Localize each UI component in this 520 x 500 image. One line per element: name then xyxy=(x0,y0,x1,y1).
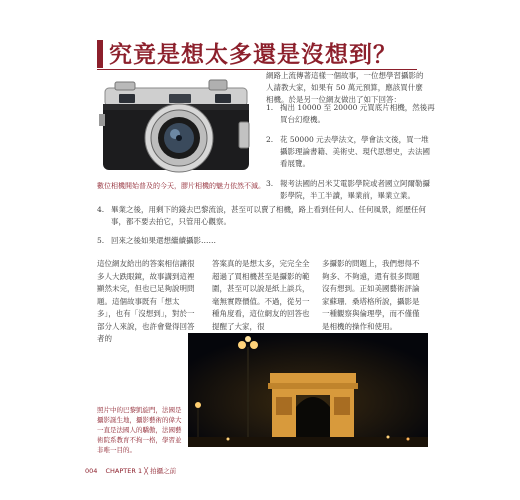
list-number: 5. xyxy=(97,236,105,245)
list-number: 2. xyxy=(266,135,274,144)
chapter-label: CHAPTER 1 ╳ 拍攝之前 xyxy=(105,467,177,475)
list-number: 4. xyxy=(97,205,105,214)
list-item xyxy=(266,102,436,126)
rangefinder-camera-photo xyxy=(97,74,255,188)
page-footer xyxy=(85,466,182,475)
list-text: 報考法國的呂米艾電影學院或者國立阿爾勒攝影學院，半工半讀，畢業前，畢業立業。 xyxy=(280,179,430,200)
list-item-4 xyxy=(97,204,427,228)
list-number: 1. xyxy=(266,103,274,112)
list-number: 3. xyxy=(266,179,274,188)
list-item xyxy=(266,178,436,202)
list-text: 畢業之後，用剩下的錢去巴黎流浪，甚至可以賣了相機，路上看到任何人、任何風景，經歷任何事，都不要去拍它，只管用心觀察。 xyxy=(111,205,426,226)
list-text: 掏出 10000 至 20000 元買底片相機，然後再買台幻燈機。 xyxy=(280,103,435,124)
body-column-2: 答案真的是想太多，完完全全超過了買相機甚至是攝影的範圍，甚至可以說是紙上談兵，毫無實際價值。不過，從另一種角度看，這位網友的回答也提醒了大家，很 xyxy=(212,259,310,331)
intro-paragraph: 網路上流傳著這樣一個故事，一位想學習攝影的人請教大家，如果有 50 萬元預算，應該買什麼相機。於是另一位網友做出了如下回答： xyxy=(266,71,424,104)
page-title: 究竟是想太多還是沒想到？ xyxy=(109,41,397,68)
page-number: 004 xyxy=(85,467,98,475)
camera-caption: 數位相機開始普及的今天，膠片相機的魅力依然不減。 xyxy=(97,182,265,190)
list-item-5 xyxy=(97,235,427,247)
list-item xyxy=(266,134,436,170)
body-column-3: 多攝影的問題上，我們想得不夠多、不夠遠，還有很多問題沒有想到。正如美國藝術評論家蘇珊．桑塔格所說，攝影是一種觀察與倫理學，而不僅僅是相機的操作和使用。 xyxy=(322,259,420,331)
answer-list xyxy=(266,102,436,210)
list-text: 花 50000 元去學法文，學會法文後，買一堆攝影理論書籍、美術史、現代思想史，去法國看展覽。 xyxy=(280,135,430,168)
list-text: 回來之後如果還想繼續攝影…… xyxy=(111,236,216,245)
photo-caption: 照片中的巴黎凱旋門，法國是攝影誕生地，攝影藝術的偉大一直是法國人的驕傲，法國藝術院系教育不拘一格，學習並非唯一目的。 xyxy=(97,406,182,454)
title-accent-bar xyxy=(97,40,103,68)
arc-de-triomphe-photo xyxy=(188,333,428,447)
body-column-1: 這位網友給出的答案相信讓很多人大跌眼鏡，故事講到這裡顯然未完，但也已足夠說明問題。這個故事既有「想太多」，也有「沒想到」，對於一部分人來說，也許會覺得回答者的 xyxy=(97,259,195,343)
